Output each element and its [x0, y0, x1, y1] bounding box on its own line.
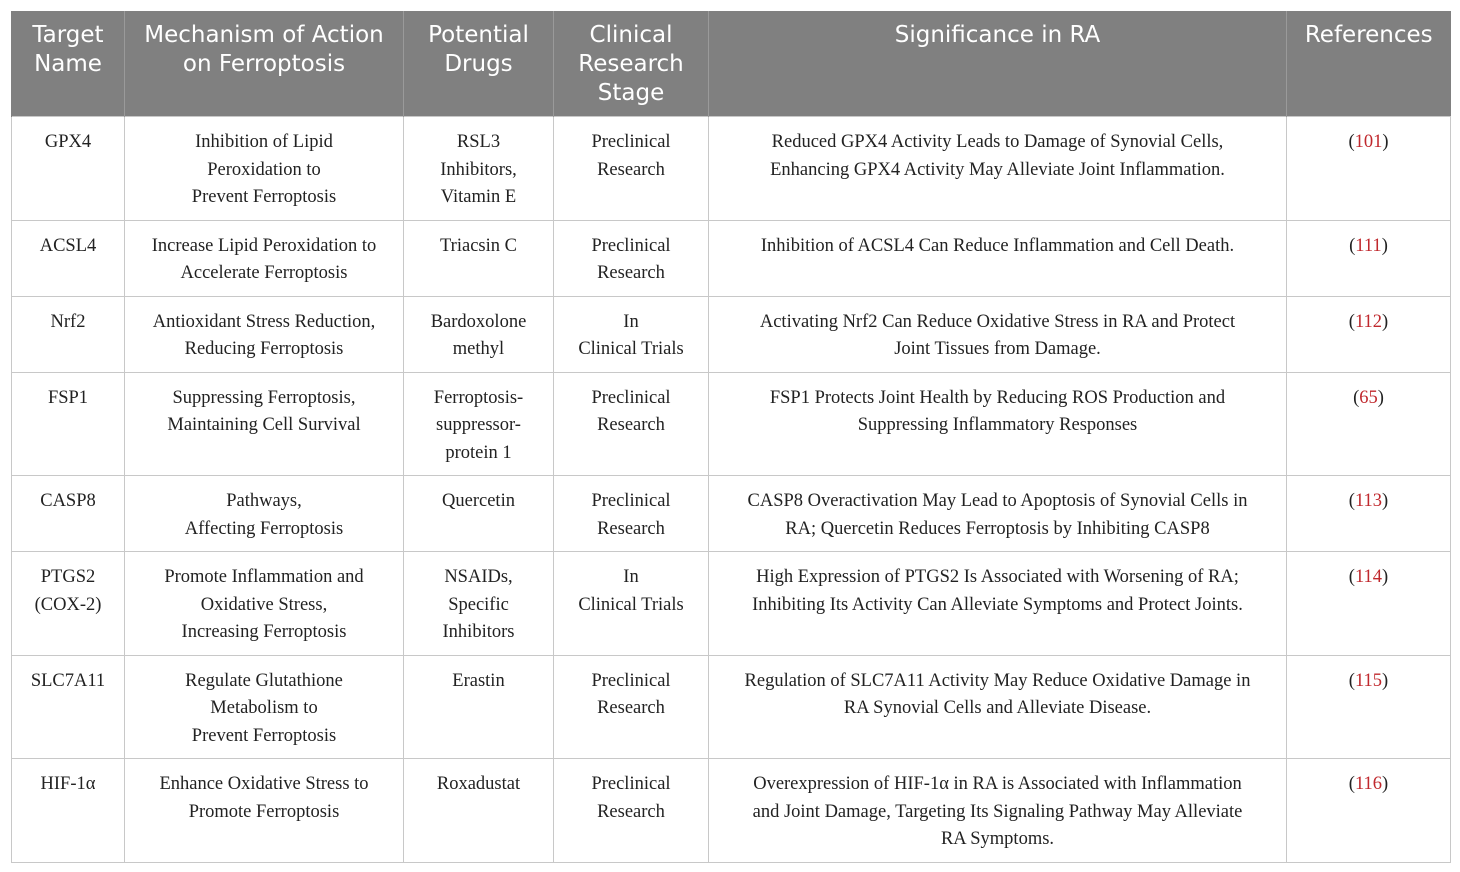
reference-paren-open: ( [1348, 774, 1355, 794]
reference-paren-close: ) [1381, 235, 1388, 256]
cell-line: Suppressing Inflammatory Responses [857, 415, 1138, 435]
header-line: Significance in RA [894, 22, 1101, 48]
cell-line: Reducing Ferroptosis [184, 339, 344, 359]
cell-mechanism [125, 476, 404, 552]
cell-line: Research [597, 698, 665, 718]
cell-clinical-stage [554, 117, 709, 221]
cell-potential-drugs [404, 117, 554, 221]
reference-link[interactable]: 101 [1354, 132, 1383, 152]
cell-mechanism [125, 117, 404, 221]
reference-paren-close: ) [1382, 670, 1389, 691]
cell-line: Increase Lipid Peroxidation to [151, 235, 377, 256]
reference-paren-open: ( [1353, 387, 1360, 408]
header-line: Name [34, 51, 102, 77]
cell-line: Nrf2 [50, 311, 86, 332]
cell-significance [709, 220, 1287, 296]
cell-mechanism [125, 552, 404, 656]
cell-target-name [12, 117, 125, 221]
cell-reference [1287, 117, 1451, 221]
cell-line: High Expression of PTGS2 Is Associated with Worsening of RA; [756, 567, 1239, 587]
cell-line: Inhibition of ACSL4 Can Reduce Inflammation and Cell Death. [760, 235, 1235, 256]
cell-significance [709, 296, 1287, 372]
cell-line: Research [597, 263, 665, 283]
cell-line: Inhibiting Its Activity Can Alleviate Symptoms and Protect Joints. [752, 594, 1243, 615]
cell-line: Enhance Oxidative Stress to [159, 774, 369, 794]
cell-clinical-stage [554, 655, 709, 759]
cell-line: Oxidative Stress, [200, 594, 328, 615]
cell-clinical-stage [554, 296, 709, 372]
cell-mechanism [125, 220, 404, 296]
cell-potential-drugs [404, 296, 554, 372]
reference-link[interactable]: 112 [1354, 311, 1383, 332]
cell-target-name [12, 759, 125, 863]
cell-line: Inhibitors, [440, 159, 517, 180]
table-row [12, 220, 1451, 296]
cell-reference [1287, 759, 1451, 863]
cell-significance [709, 759, 1287, 863]
table-row [12, 552, 1451, 656]
table-row [12, 372, 1451, 476]
cell-line: Affecting Ferroptosis [184, 518, 344, 539]
cell-line: NSAIDs, [444, 567, 513, 587]
table-row [12, 296, 1451, 372]
table-row [12, 655, 1451, 759]
cell-clinical-stage [554, 552, 709, 656]
header-clinical-stage [554, 11, 709, 117]
cell-line: Inhibitors [442, 622, 515, 642]
cell-line: PTGS2 [40, 567, 96, 587]
header-references [1287, 11, 1451, 117]
cell-line: Erastin [452, 670, 505, 691]
cell-line: GPX4 [44, 132, 92, 152]
cell-line: Preclinical [591, 774, 671, 794]
data-table [11, 11, 1451, 863]
header-line: Clinical [589, 22, 673, 48]
cell-reference [1287, 372, 1451, 476]
reference-link[interactable]: 111 [1355, 235, 1382, 256]
cell-line: RA Synovial Cells and Alleviate Disease. [843, 698, 1152, 718]
cell-line: RSL3 [456, 132, 501, 152]
cell-line: Overexpression of HIF-1α in RA is Associated with Inflammation [753, 774, 1242, 794]
cell-line: methyl [452, 339, 505, 359]
cell-line: In [623, 567, 639, 587]
header-line: References [1304, 22, 1433, 48]
cell-reference [1287, 552, 1451, 656]
cell-line: FSP1 [47, 387, 89, 408]
cell-line: Reduced GPX4 Activity Leads to Damage of Synovial Cells, [771, 132, 1224, 152]
table-row [12, 117, 1451, 221]
cell-line: FSP1 Protects Joint Health by Reducing ROS Production and [769, 387, 1226, 408]
cell-line: In [623, 311, 639, 332]
cell-line: Clinical Trials [578, 339, 684, 359]
cell-line: Promote Inflammation and [164, 567, 364, 587]
cell-reference [1287, 220, 1451, 296]
table-row [12, 759, 1451, 863]
cell-line: Research [597, 801, 665, 822]
header-line: Mechanism of Action [144, 22, 384, 48]
reference-paren-close: ) [1382, 567, 1389, 587]
cell-line: Promote Ferroptosis [188, 801, 340, 822]
cell-significance [709, 372, 1287, 476]
header-line: Drugs [444, 51, 513, 77]
cell-mechanism [125, 372, 404, 476]
cell-potential-drugs [404, 372, 554, 476]
cell-line: Antioxidant Stress Reduction, [152, 311, 376, 332]
cell-target-name [12, 552, 125, 656]
cell-line: Triacsin C [440, 235, 517, 256]
cell-target-name [12, 372, 125, 476]
header-row [12, 11, 1451, 117]
cell-line: HIF-1α [40, 774, 96, 794]
cell-line: CASP8 Overactivation May Lead to Apoptosis of Synovial Cells in [747, 491, 1248, 511]
header-mechanism [125, 11, 404, 117]
reference-link[interactable]: 116 [1354, 774, 1383, 794]
cell-line: SLC7A11 [30, 670, 106, 691]
cell-line: Accelerate Ferroptosis [180, 263, 348, 283]
reference-paren-open: ( [1349, 235, 1356, 256]
cell-line: Suppressing Ferroptosis, [172, 387, 356, 408]
reference-link[interactable]: 113 [1354, 491, 1383, 511]
header-potential-drugs [404, 11, 554, 117]
cell-line: Increasing Ferroptosis [181, 622, 347, 642]
reference-link[interactable]: 114 [1354, 567, 1383, 587]
reference-paren-open: ( [1348, 670, 1355, 691]
reference-paren-open: ( [1348, 132, 1355, 152]
cell-mechanism [125, 655, 404, 759]
cell-line: Joint Tissues from Damage. [894, 339, 1101, 359]
cell-potential-drugs [404, 759, 554, 863]
cell-line: CASP8 [40, 491, 96, 511]
reference-paren-close: ) [1377, 387, 1384, 408]
cell-line: Prevent Ferroptosis [191, 187, 337, 207]
cell-line: Prevent Ferroptosis [191, 725, 337, 746]
cell-potential-drugs [404, 220, 554, 296]
cell-line: Preclinical [591, 132, 671, 152]
reference-paren-open: ( [1348, 491, 1355, 511]
reference-paren-open: ( [1348, 311, 1355, 332]
cell-line: Preclinical [591, 387, 671, 408]
cell-line: protein 1 [445, 442, 512, 463]
cell-line: Preclinical [591, 670, 671, 691]
cell-line: (COX-2) [34, 594, 102, 615]
cell-reference [1287, 655, 1451, 759]
header-line: Target [32, 22, 104, 48]
cell-line: Roxadustat [436, 774, 521, 794]
cell-clinical-stage [554, 759, 709, 863]
cell-line: Preclinical [591, 235, 671, 256]
cell-line: Research [597, 159, 665, 180]
reference-link[interactable]: 115 [1354, 670, 1383, 691]
cell-line: Bardoxolone [430, 311, 527, 332]
cell-line: Peroxidation to [207, 159, 321, 180]
table-body [12, 117, 1451, 863]
cell-reference [1287, 296, 1451, 372]
cell-line: Activating Nrf2 Can Reduce Oxidative Stress in RA and Protect [759, 311, 1236, 332]
cell-significance [709, 476, 1287, 552]
cell-clinical-stage [554, 372, 709, 476]
cell-line: Regulation of SLC7A11 Activity May Reduce Oxidative Damage in [744, 670, 1251, 691]
cell-line: Vitamin E [440, 187, 517, 207]
cell-line: Research [597, 518, 665, 539]
cell-potential-drugs [404, 476, 554, 552]
cell-significance [709, 655, 1287, 759]
cell-significance [709, 117, 1287, 221]
cell-reference [1287, 476, 1451, 552]
header-line: Potential [428, 22, 529, 48]
reference-paren-close: ) [1382, 311, 1389, 332]
reference-paren-open: ( [1348, 567, 1355, 587]
cell-line: Ferroptosis- [433, 387, 524, 408]
cell-line: Research [597, 415, 665, 435]
cell-target-name [12, 655, 125, 759]
reference-paren-close: ) [1382, 774, 1389, 794]
header-line: Stage [597, 80, 665, 106]
cell-line: ACSL4 [39, 235, 97, 256]
cell-clinical-stage [554, 476, 709, 552]
cell-line: RA Symptoms. [940, 829, 1055, 849]
header-significance [709, 11, 1287, 117]
cell-target-name [12, 220, 125, 296]
reference-paren-close: ) [1382, 132, 1389, 152]
header-line: on Ferroptosis [182, 51, 346, 77]
cell-potential-drugs [404, 655, 554, 759]
cell-line: suppressor- [436, 415, 521, 435]
cell-line: and Joint Damage, Targeting Its Signaling Pathway May Alleviate [752, 801, 1243, 822]
cell-target-name [12, 296, 125, 372]
header-line: Research [578, 51, 684, 77]
reference-link[interactable]: 65 [1359, 387, 1378, 408]
cell-potential-drugs [404, 552, 554, 656]
cell-target-name [12, 476, 125, 552]
cell-line: Specific [448, 594, 509, 615]
cell-mechanism [125, 759, 404, 863]
table-header [12, 11, 1451, 117]
cell-line: Regulate Glutathione [185, 670, 343, 691]
cell-line: Inhibition of Lipid [195, 132, 333, 152]
cell-line: RA; Quercetin Reduces Ferroptosis by Inhibiting CASP8 [785, 518, 1210, 539]
cell-line: Preclinical [591, 491, 671, 511]
cell-line: Metabolism to [210, 698, 318, 718]
cell-line: Pathways, [226, 491, 302, 511]
table-row [12, 476, 1451, 552]
cell-line: Quercetin [442, 491, 515, 511]
cell-mechanism [125, 296, 404, 372]
cell-significance [709, 552, 1287, 656]
cell-line: Enhancing GPX4 Activity May Alleviate Joint Inflammation. [770, 159, 1225, 180]
header-target-name [12, 11, 125, 117]
cell-line: Clinical Trials [578, 594, 684, 615]
reference-paren-close: ) [1382, 491, 1389, 511]
cell-clinical-stage [554, 220, 709, 296]
cell-line: Maintaining Cell Survival [167, 415, 361, 435]
